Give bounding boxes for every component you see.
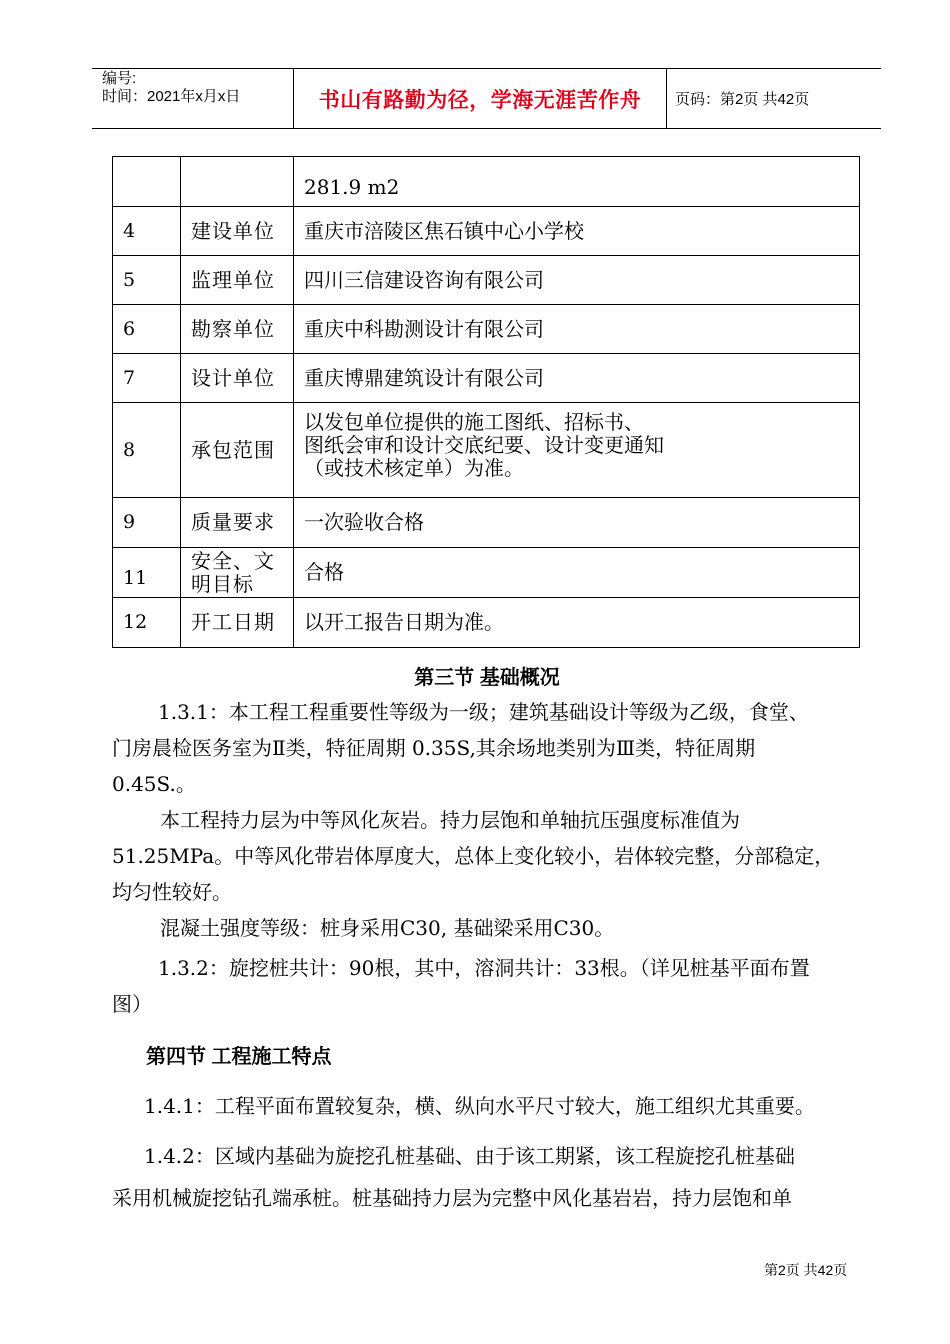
text-line: 1.3.1：本工程工程重要性等级为一级；建筑基础设计等级为乙级，食堂、 bbox=[158, 700, 809, 724]
section-3-paragraph-1 bbox=[112, 694, 862, 802]
header-meta bbox=[102, 70, 240, 106]
table-row bbox=[113, 305, 860, 354]
row-value: 以开工报告日期为准。 bbox=[294, 598, 860, 648]
section-3-paragraph-4 bbox=[112, 950, 862, 1022]
section-4-heading: 第四节 工程施工特点 bbox=[146, 1046, 332, 1068]
table-row bbox=[113, 598, 860, 648]
project-info-table bbox=[112, 156, 860, 648]
text-line: 均匀性较好。 bbox=[112, 880, 232, 904]
row-label: 建设单位 bbox=[181, 207, 294, 256]
text-line: 51.25MPa。中等风化带岩体厚度大，总体上变化较小，岩体较完整，分部稳定， bbox=[112, 844, 835, 868]
table-row bbox=[113, 256, 860, 305]
text-line: 0.45S.。 bbox=[112, 772, 196, 796]
page-header bbox=[92, 68, 881, 130]
header-code: 编号: bbox=[102, 70, 137, 87]
row-label-line: 明目标 bbox=[191, 571, 254, 596]
text-line: 1.4.2：区域内基础为旋挖孔桩基础、由于该工期紧，该工程旋挖孔桩基础 bbox=[144, 1144, 795, 1168]
row-value-line: （或技术核定单）为准。 bbox=[304, 456, 524, 480]
row-number: 6 bbox=[113, 305, 181, 354]
row-number: 11 bbox=[113, 548, 181, 598]
table-double-rule bbox=[112, 647, 859, 648]
row-value-multiline bbox=[294, 403, 860, 498]
row-number: 12 bbox=[113, 598, 181, 648]
row-value-line: 以发包单位提供的施工图纸、招标书、 bbox=[304, 410, 644, 434]
section-4-paragraph-2 bbox=[112, 1135, 862, 1219]
row-label-multiline bbox=[181, 548, 294, 598]
table-row bbox=[113, 403, 860, 498]
row-number: 9 bbox=[113, 498, 181, 548]
row-value: 281.9 m2 bbox=[294, 157, 860, 207]
section-4-paragraph-1 bbox=[112, 1088, 862, 1124]
text-line: 1.4.1：工程平面布置较复杂，横、纵向水平尺寸较大，施工组织尤其重要。 bbox=[144, 1094, 815, 1118]
row-value: 重庆中科勘测设计有限公司 bbox=[294, 305, 860, 354]
text-line: 1.3.2：旋挖桩共计：90根，其中，溶洞共计：33根。（详见桩基平面布置 bbox=[158, 956, 810, 980]
table-row bbox=[113, 548, 860, 598]
text-line: 混凝土强度等级：桩身采用C30, 基础梁采用C30。 bbox=[160, 916, 615, 940]
table-row bbox=[113, 498, 860, 548]
row-number: 7 bbox=[113, 354, 181, 403]
row-value: 合格 bbox=[294, 548, 860, 598]
row-value: 四川三信建设咨询有限公司 bbox=[294, 256, 860, 305]
text-line: 采用机械旋挖钻孔端承桩。桩基础持力层为完整中风化基岩岩，持力层饱和单 bbox=[112, 1186, 792, 1210]
header-motto: 书山有路勤为径，学海无涯苦作舟 bbox=[318, 88, 642, 112]
header-time: 时间：2021年x月x日 bbox=[102, 88, 241, 105]
row-label: 质量要求 bbox=[181, 498, 294, 548]
row-label: 设计单位 bbox=[181, 354, 294, 403]
row-value: 重庆市涪陵区焦石镇中心小学校 bbox=[294, 207, 860, 256]
row-label: 监理单位 bbox=[181, 256, 294, 305]
row-value: 重庆博鼎建筑设计有限公司 bbox=[294, 354, 860, 403]
text-line: 门房晨检医务室为Ⅱ类，特征周期 0.35S,其余场地类别为Ⅲ类，特征周期 bbox=[112, 736, 756, 760]
table-row bbox=[113, 207, 860, 256]
row-label: 承包范围 bbox=[181, 403, 294, 498]
row-number: 8 bbox=[113, 403, 181, 498]
row-label: 勘察单位 bbox=[181, 305, 294, 354]
row-label bbox=[181, 157, 294, 207]
header-divider bbox=[666, 68, 667, 129]
row-label-line: 安全、文 bbox=[191, 548, 275, 573]
row-number: 4 bbox=[113, 207, 181, 256]
section-3-paragraph-3 bbox=[112, 910, 862, 946]
row-label: 开工日期 bbox=[181, 598, 294, 648]
row-number bbox=[113, 157, 181, 207]
table-row bbox=[113, 157, 860, 207]
section-3-paragraph-2 bbox=[112, 802, 862, 910]
text-line: 本工程持力层为中等风化灰岩。持力层饱和单轴抗压强度标准值为 bbox=[160, 808, 740, 832]
row-value: 一次验收合格 bbox=[294, 498, 860, 548]
table-row bbox=[113, 354, 860, 403]
text-line: 图） bbox=[112, 992, 152, 1016]
section-3-heading: 第三节 基础概况 bbox=[414, 667, 560, 689]
row-number: 5 bbox=[113, 256, 181, 305]
header-page-number: 页码：第2页 共42页 bbox=[675, 91, 810, 108]
footer-page-number: 第2页 共42页 bbox=[764, 1262, 848, 1278]
row-value-line: 图纸会审和设计交底纪要、设计变更通知 bbox=[304, 433, 664, 457]
